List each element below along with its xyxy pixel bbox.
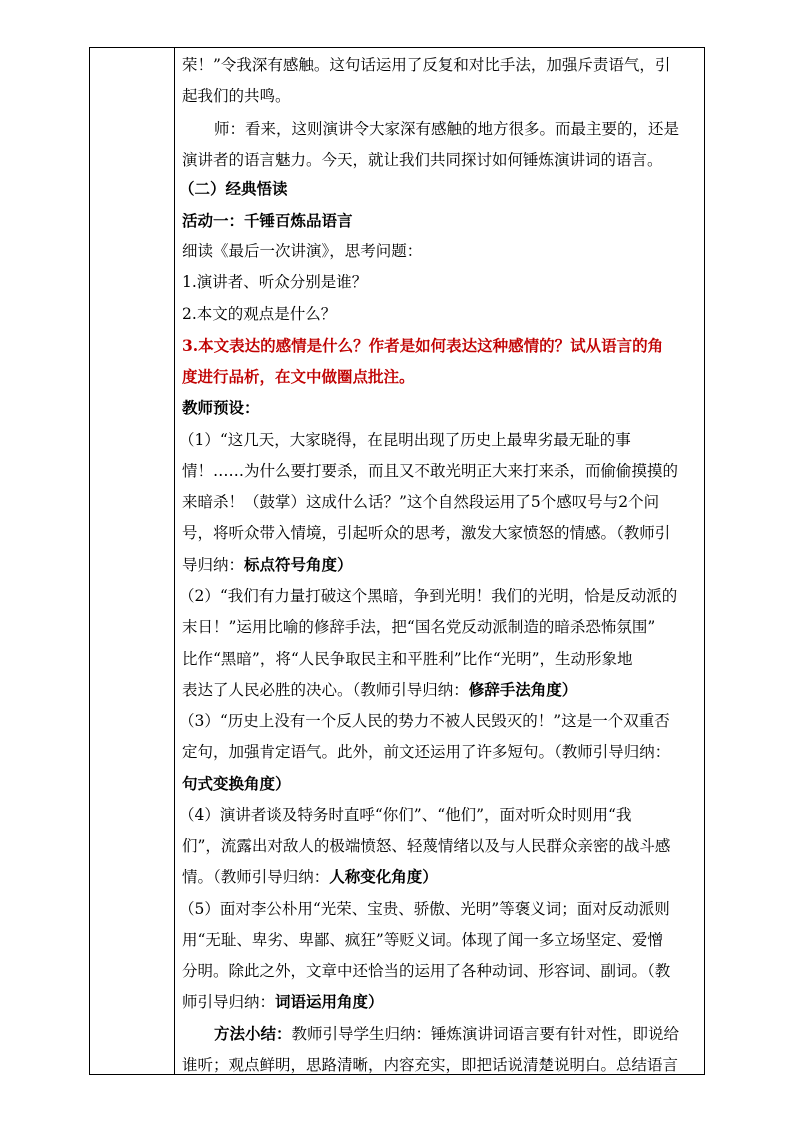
text-line: 荣！”令我深有感触。这句话运用了反复和对比手法，加强斥责语气，引: [182, 56, 671, 74]
activity-heading: 活动一：千锤百炼品语言: [182, 211, 353, 230]
text-line: 定句，加强肯定语气。此外，前文还运用了许多短句。（教师引导归纳：: [182, 743, 671, 761]
text-line: 末日！”运用比喻的修辞手法，把“国名党反动派制造的暗杀恐怖氛围”: [182, 618, 656, 636]
teacher-preset-heading: 教师预设：: [182, 398, 260, 417]
angle-label: 人称变化角度）: [329, 867, 438, 886]
text-line: 用“无耻、卑劣、卑鄙、疯狂”等贬义词。体现了闻一多立场坚定、爱憎: [182, 931, 663, 949]
text-line: 比作“黑暗”，将“人民争取民主和平胜利”比作“光明”，生动形象地: [182, 650, 633, 668]
angle-label: 修辞手法角度）: [468, 680, 578, 699]
text-span: 导归纳：: [182, 556, 245, 574]
text-line: （1）“这几天，大家晓得，在昆明出现了历史上最卑劣最无耻的事: [179, 431, 631, 449]
text-span: 表达了人民必胜的决心。（教师引导归纳：: [182, 681, 469, 699]
text-line: 师：看来，这则演讲令大家深有感触的地方很多。而最主要的，还是: [214, 120, 680, 138]
text-line: 细读《最后一次讲演》，思考问题：: [182, 242, 423, 260]
text-line: [182, 867, 438, 887]
text-line: 演讲者的语言魅力。今天，就让我们共同探讨如何锤炼演讲词的语言。: [182, 151, 663, 169]
lesson-table: [89, 47, 705, 1075]
left-column-cell: [90, 48, 175, 1074]
text-span: 情。（教师引导归纳：: [182, 868, 330, 886]
question-2: 2.本文的观点是什么？: [182, 305, 337, 323]
text-span: 师引导归纳：: [182, 993, 276, 1011]
summary-label: 方法小结：: [214, 1024, 292, 1043]
text-line: （4）演讲者谈及特务时直呼“你们”、“他们”，面对听众时则用“我: [179, 806, 632, 824]
text-line: （5）面对李公朴用“光荣、宝贵、骄傲、光明”等褒义词；面对反动派则: [179, 900, 670, 918]
angle-label: 词语运用角度）: [275, 992, 384, 1011]
text-line: 号，将听众带入情境，引起听众的思考，激发大家愤怒的情感。（教师引: [182, 524, 671, 542]
question-3-cont: 度进行品析，在文中做圈点批注。: [182, 367, 415, 386]
text-line: （3）“历史上没有一个反人民的势力不被人民毁灭的！”这是一个双重否: [179, 712, 670, 730]
text-line: 情！……为什么要打要杀，而且又不敢光明正大来打来杀，而偷偷摸摸的: [182, 462, 679, 480]
text-line: [182, 680, 577, 700]
text-span: 教师引导学生归纳：锤炼演讲词语言要有针对性，即说给: [291, 1025, 680, 1043]
question-1: 1.演讲者、听众分别是谁？: [182, 273, 368, 291]
text-line: 分明。除此之外，文章中还恰当的运用了各种动词、形容词、副词。（教: [182, 962, 671, 980]
text-line: [214, 1024, 679, 1044]
text-line: 谁听；观点鲜明，思路清晰，内容充实，即把话说清楚说明白。总结语言: [182, 1056, 679, 1074]
text-line: 们”，流露出对敌人的极端愤怒、轻蔑情绪以及与人民群众亲密的战斗感: [182, 837, 671, 855]
angle-label: 句式变换角度）: [182, 774, 291, 793]
question-3: 3.本文表达的感情是什么？作者是如何表达这种感情的？试从语言的角: [182, 336, 664, 355]
text-line: [182, 992, 384, 1012]
text-line: 来暗杀！（鼓掌）这成什么话？”这个自然段运用了5个感叹号与2个问: [182, 493, 660, 511]
angle-label: 标点符号角度）: [244, 555, 353, 574]
text-line: （2）“我们有力量打破这个黑暗，争到光明！我们的光明，恰是反动派的: [179, 587, 678, 605]
text-line: 起我们的共鸣。: [182, 87, 291, 105]
section-heading: （二）经典悟读: [179, 179, 288, 198]
text-line: [182, 555, 353, 575]
